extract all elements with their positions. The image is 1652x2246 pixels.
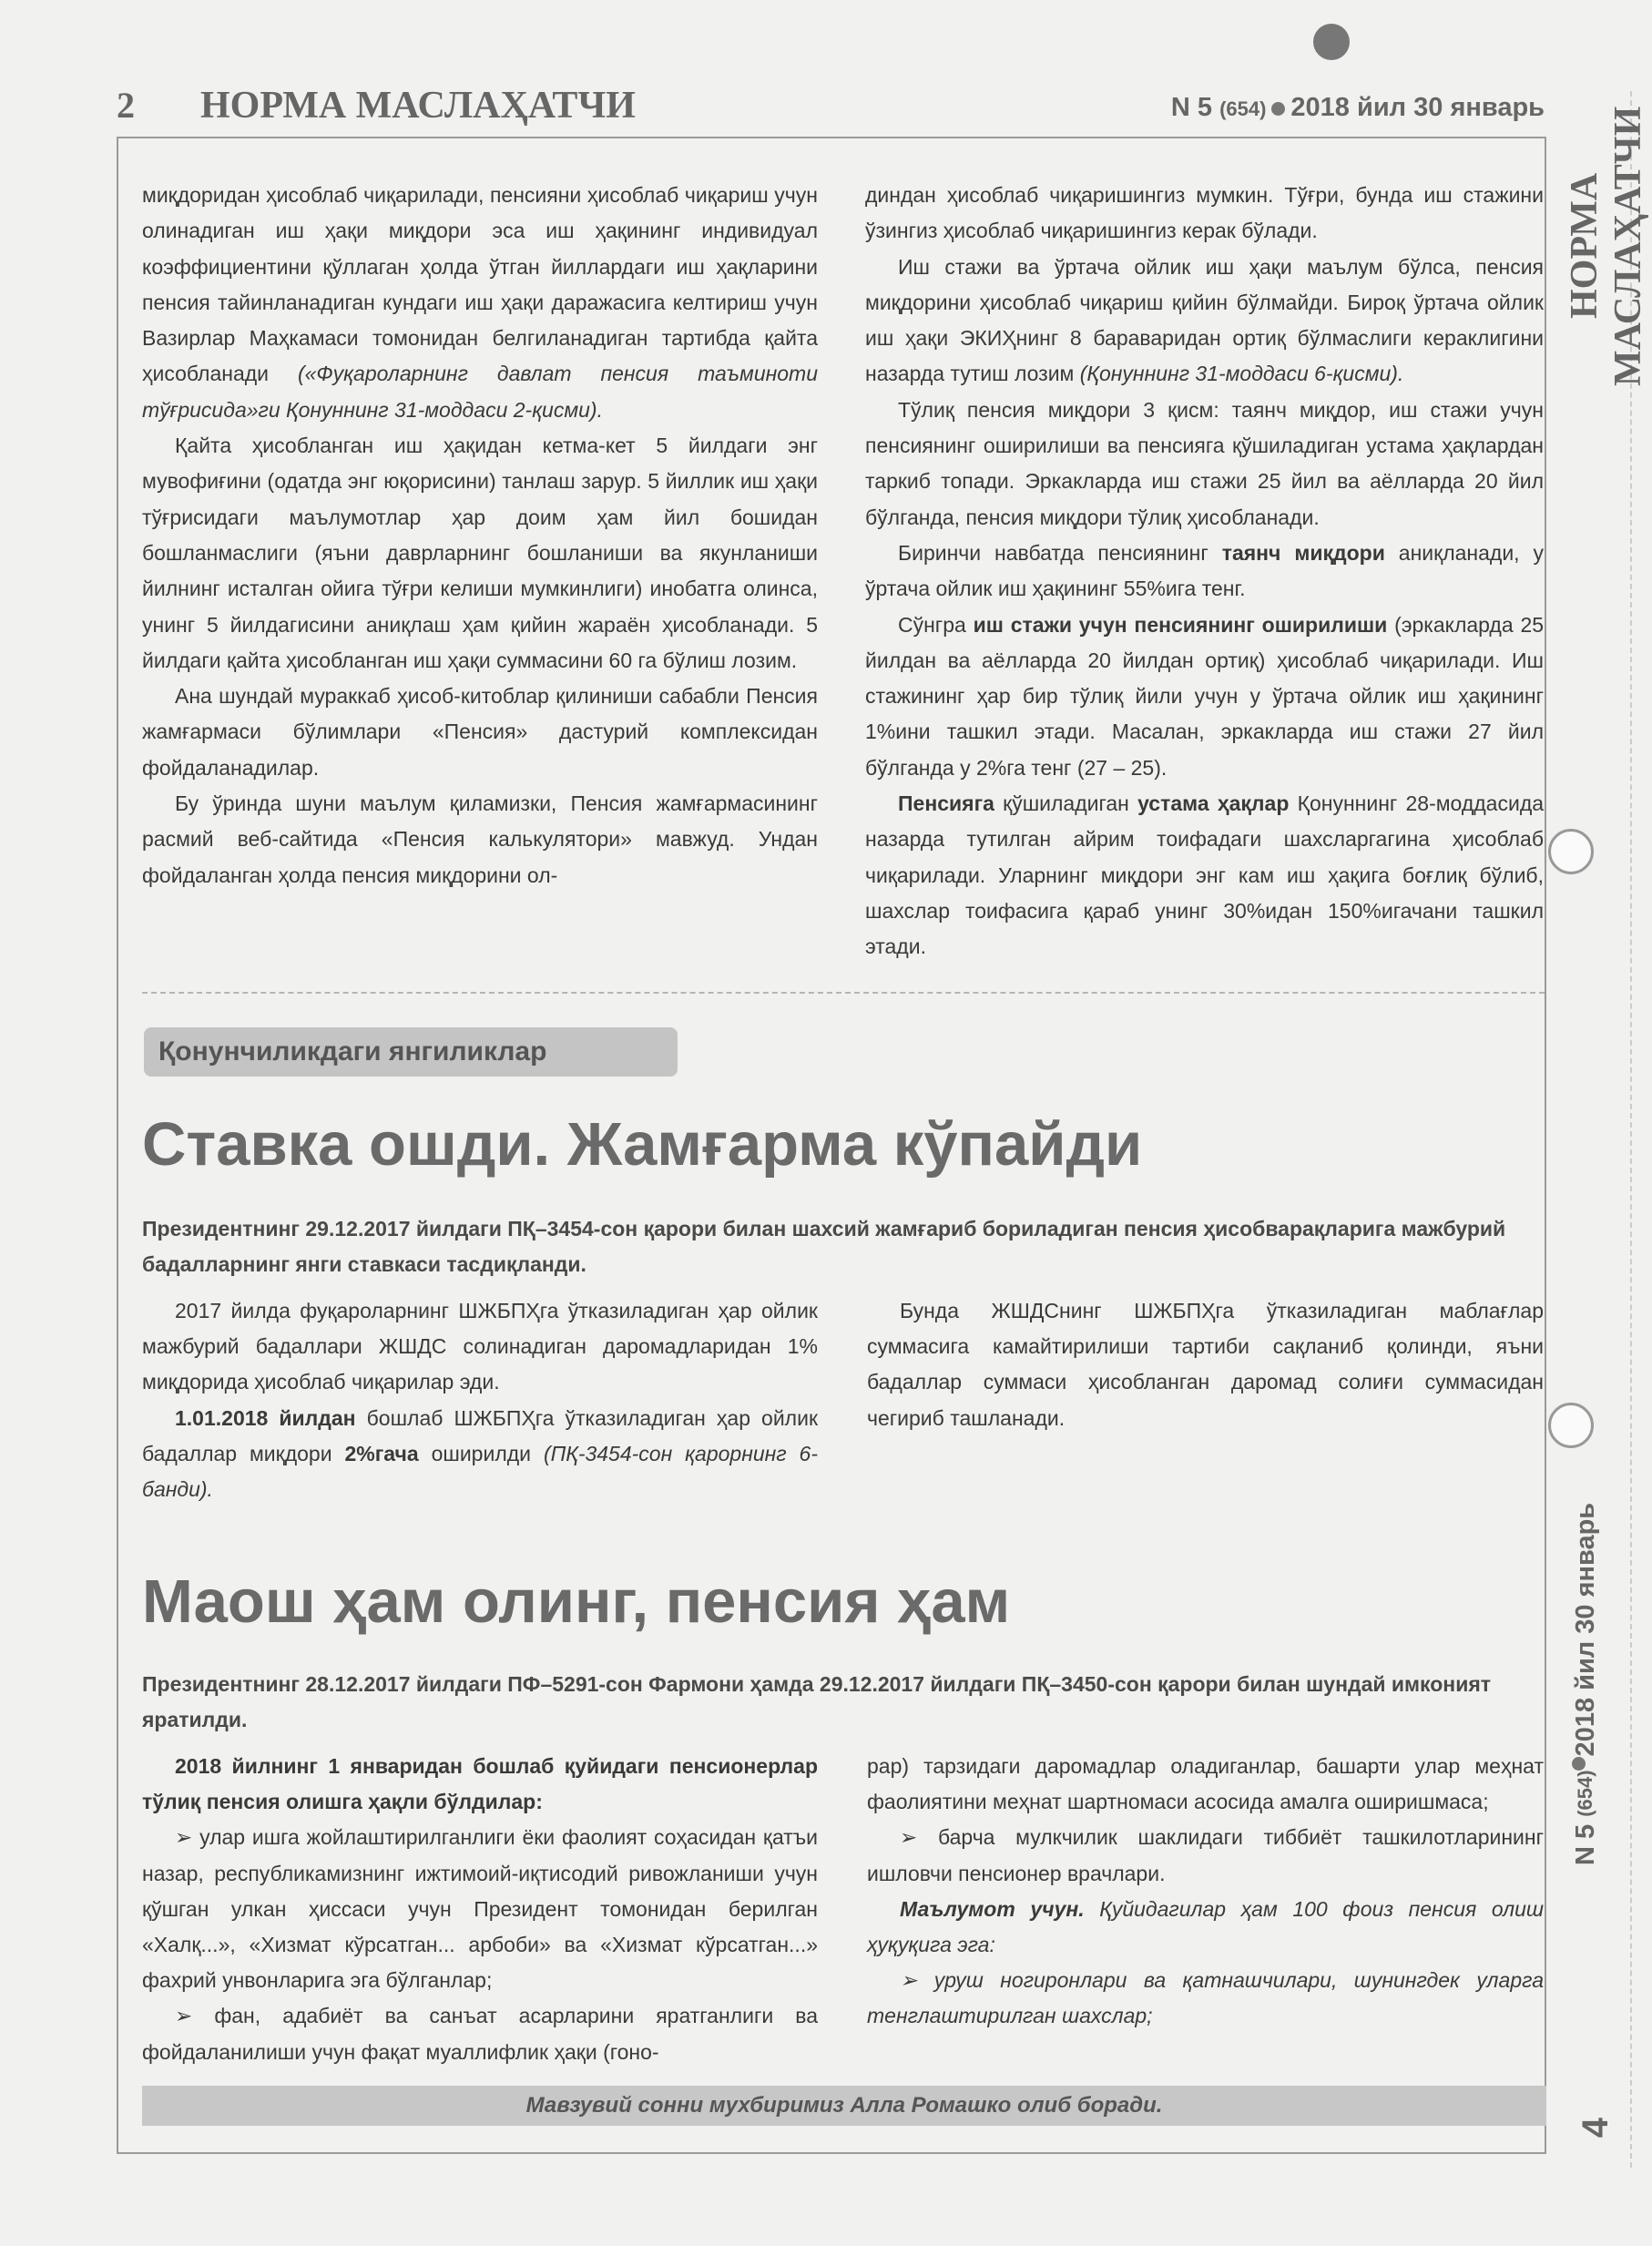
text: Сўнгра	[898, 612, 966, 637]
text: Иш стажи ва ўртача ойлик иш ҳақи маълум бўлса, пенсия миқдорини ҳисоблаб чиқариш қийин бўлмайди. Бироқ ўртача ойлик иш ҳақи ЭКИҲнинг 8 бараваридан ортиқ бўлмаслиги кераклигини назарда тутиш лозим	[865, 254, 1544, 386]
issue-date: 2018 йил 30 январь	[1290, 93, 1545, 122]
text: бошлаб ШЖБПҲга ўтказиладиган ҳар ойлик бадаллар миқдори	[142, 1405, 819, 1465]
article-lead-1: Президентнинг 29.12.2017 йилдаги ПҚ–3454-сон қарори билан шахсий жамғариб бориладиган пенсия ҳисобварақларига мажбурий бадалларнинг янги ставкаси тасдиқланди.	[142, 1217, 1506, 1276]
binder-hole-2	[1548, 1403, 1594, 1448]
bullet-dot-icon	[1271, 102, 1285, 116]
text: уруш ногиронлари ва қатнашчилари, шунингдек уларга тенглаштирилган шахслар;	[867, 1968, 1544, 2028]
paragraph: Бу ўринда шуни маълум қиламизки, Пенсия жамғармасининг расмий веб-сайтида «Пенсия калькулятори» мавжуд. Ундан фойдаланган ҳолда пенсия миқдорини ол-	[142, 791, 818, 887]
paragraph: Бунда ЖШДСнинг ШЖБПҲга ўтказиладиган маблағлар суммасига камайтирилиши тартиби сақланиб қолинди, яъни бадаллар суммаси ҳисобланган даромад солиғи суммасидан чегириб ташланади.	[867, 1299, 1544, 1430]
text: Қонуннинг 28-моддасида назарда тутилган айрим тоифадаги шахсларгагина ҳисоблаб чиқарилади. Уларнинг миқдори энг кам иш ҳақига боғлиқ бўлиб, шахслар тоифасига қараб унинг 30%идан 150%игачани ташкил этади.	[865, 791, 1545, 959]
paragraph	[142, 178, 818, 428]
text: фан, адабиёт ва санъат асарларини яратганлиги ва фойдаланилиши учун фақат муаллифлик ҳақи (гоно-	[142, 2004, 818, 2064]
binder-hole-1	[1548, 829, 1594, 874]
list-item	[142, 1820, 818, 1998]
list-item	[867, 1963, 1544, 2034]
text: аниқланади, у ўртача ойлик иш ҳақининг 55%ига тенг.	[865, 540, 1544, 601]
text: Қуйидагилар ҳам 100 фоиз пенсия олиш ҳуқуқига эга:	[867, 1896, 1545, 1957]
footer-credit: Мавзувий сонни мухбиримиз Алла Ромашко олиб боради.	[142, 2086, 1546, 2126]
info-note	[867, 1892, 1544, 1963]
article-continuation-column-1	[142, 178, 818, 893]
side-issue-date: 2018 йил 30 январь	[1571, 1503, 1601, 1757]
emphasis: иш стажи учун пенсиянинг оширилиши	[973, 612, 1388, 637]
arrow-bullet-icon: ➢	[175, 2004, 193, 2028]
side-bullet-dot-icon	[1572, 1757, 1586, 1771]
arrow-bullet-icon: ➢	[900, 1968, 918, 1993]
text: барча мулкчилик шаклидаги тиббиёт ташкилотларининг ишловчи пенсионер врачлари.	[867, 1825, 1544, 1885]
page-number: 2	[117, 85, 135, 126]
article2-column-2	[867, 1749, 1544, 2035]
text: (эркакларда 25 йилдан ва аёлларда 20 йилдан ортиқ) ҳисоблаб чиқарилади. Иш стажининг ҳар бир тўлиқ йили учун у ўртача ойлик иш ҳақининг 1%ини ташкил этади. Масалан, эркакларда иш стажи 27 йил бўлганда у 2%га тенг (27 – 25).	[865, 612, 1545, 780]
emphasis: устама ҳақлар	[1137, 791, 1290, 816]
publication-title: НОРМА МАСЛАҲАТЧИ	[200, 85, 636, 127]
paragraph: 2017 йилда фуқароларнинг ШЖБПҲга ўтказиладиган ҳар ойлик мажбурий бадаллари ЖШДС солинадиган даромадларидан 1% миқдорида ҳисоблаб чиқарилар эди.	[142, 1299, 818, 1394]
section-rubric: Қонунчиликдаги янгиликлар	[144, 1027, 678, 1077]
paragraph	[865, 536, 1544, 607]
citation: (ПҚ-3454-сон қарорнинг 6-банди).	[142, 1441, 819, 1502]
text: оширилди	[431, 1441, 532, 1465]
text: улар ишга жойлаштирилганлиги ёки фаолият соҳасидан қатъи назар, республикамизнинг ижтимоий-иқтисодий ривожланиши учун қўшган улкан ҳиссаси учун Президент томонидан берилган «Халқ...», «Хизмат кўрсатган... арбоби» ва «Хизмат кўрсатган...» фахрий унвонларига эга бўлганлар;	[142, 1825, 818, 1993]
paragraph: Тўлиқ пенсия миқдори 3 қисм: таянч миқдор, иш стажи учун пенсиянинг оширилиши ва пенсияга қўшиладиган устама ҳақлардан таркиб топади. Эркакларда иш стажи 25 йил ва аёлларда 20 йил бўлганда, пенсия миқдори тўлиқ ҳисобланади.	[865, 397, 1544, 529]
paragraph: Қайта ҳисобланган иш ҳақидан кетма-кет 5 йилдаги энг мувофиғини (одатда энг юқорисини) танлаш зарур. 5 йиллик иш ҳақи тўғрисидаги маълумотлар ҳар доим ҳам йил бошидан бошланмаслиги (яъни даврларнинг бошланиши ва якунланиши йилнинг исталган ойига тўғри келиши мумкинлиги) инобатга олинса, унинг 5 йилдагисини аниқлаш ҳам қийин жараён ҳисобланади. 5 йилдаги қайта ҳисобланган иш ҳақи суммасини 60 га бўлиш лозим.	[142, 434, 818, 672]
paragraph: Ана шундай мураккаб ҳисоб-китоблар қилиниши сабабли Пенсия жамғармаси бўлимлари «Пенсия» дастурий комплексидан фойдаланадилар.	[142, 684, 818, 780]
paragraph	[865, 786, 1544, 965]
punch-hole	[1313, 24, 1350, 60]
paragraph: диндан ҳисоблаб чиқаришингиз мумкин. Тўғри, бунда иш стажини ўзингиз ҳисоблаб чиқаришингиз керак бўлади.	[865, 183, 1544, 243]
side-issue-number: (654)	[1574, 1770, 1597, 1817]
list-item	[142, 1998, 818, 2069]
emphasis: таянч миқдори	[1221, 540, 1385, 565]
article1-column-2	[867, 1293, 1544, 1436]
page-header	[117, 84, 1555, 135]
paragraph	[142, 1401, 818, 1508]
article-lead-2: Президентнинг 28.12.2017 йилдаги ПФ–5291-сон Фармони ҳамда 29.12.2017 йилдаги ПҚ–3450-сон қарори билан шундай имконият яратилди.	[142, 1672, 1492, 1731]
text: миқдоридан ҳисоблаб чиқарилади, пенсияни ҳисоблаб чиқариш учун олинадиган иш ҳақи миқдори эса иш ҳақининг индивидуал коэффициентини қўллаган ҳолда ўтган йиллардаги иш ҳақларини пенсия тайинланадиган кундаги иш ҳақи даражасига келтириш учун Вазирлар Маҳкамаси томонидан белгиланадиган тартибда қайта ҳисобланади	[142, 183, 818, 386]
article1-column-1	[142, 1293, 818, 1507]
paragraph: рар) тарзидаги даромадлар оладиганлар, башарти улар меҳнат фаолиятини меҳнат шартномаси асосида амалга оширишмаса;	[867, 1754, 1544, 1814]
paragraph	[865, 250, 1544, 393]
side-publication-title: НОРМА МАСЛАҲАТЧИ	[1564, 106, 1649, 386]
article-headline-2: Маош ҳам олинг, пенсия ҳам	[142, 1567, 1011, 1636]
emphasis: 1.01.2018 йилдан	[175, 1405, 356, 1430]
article-headline-1: Ставка ошди. Жамғарма кўпайди	[142, 1110, 1143, 1179]
article2-column-1	[142, 1749, 818, 2070]
citation: («Фуқароларнинг давлат пенсия таъминоти тўғрисида»ги Қонуннинг 31-моддаси 2-қисми).	[142, 362, 819, 422]
issue-prefix: N 5	[1170, 93, 1212, 122]
citation: (Қонуннинг 31-моддаси 6-қисми).	[1079, 362, 1404, 386]
paragraph: 2018 йилнинг 1 январидан бошлаб қуйидаги пенсионерлар тўлиқ пенсия олишга ҳақли бўлдилар:	[142, 1754, 818, 1814]
arrow-bullet-icon: ➢	[900, 1825, 918, 1850]
emphasis: 2%гача	[344, 1441, 419, 1465]
side-page-number: 4	[1576, 2118, 1616, 2139]
section-divider	[142, 992, 1545, 994]
arrow-bullet-icon: ➢	[175, 1825, 193, 1850]
info-label: Маълумот учун.	[900, 1896, 1085, 1921]
text: Биринчи навбатда пенсиянинг	[898, 540, 1208, 565]
list-item	[867, 1820, 1544, 1891]
paragraph	[865, 607, 1544, 786]
margin-guide	[1630, 91, 1632, 2168]
issue-number: (654)	[1219, 97, 1267, 120]
article-continuation-column-2	[865, 178, 1544, 965]
text: қўшиладиган	[1003, 791, 1129, 816]
side-issue-info	[1566, 1503, 1612, 2095]
issue-info	[1171, 93, 1545, 123]
emphasis: Пенсияга	[898, 791, 994, 816]
side-issue-prefix: N 5	[1571, 1824, 1601, 1866]
